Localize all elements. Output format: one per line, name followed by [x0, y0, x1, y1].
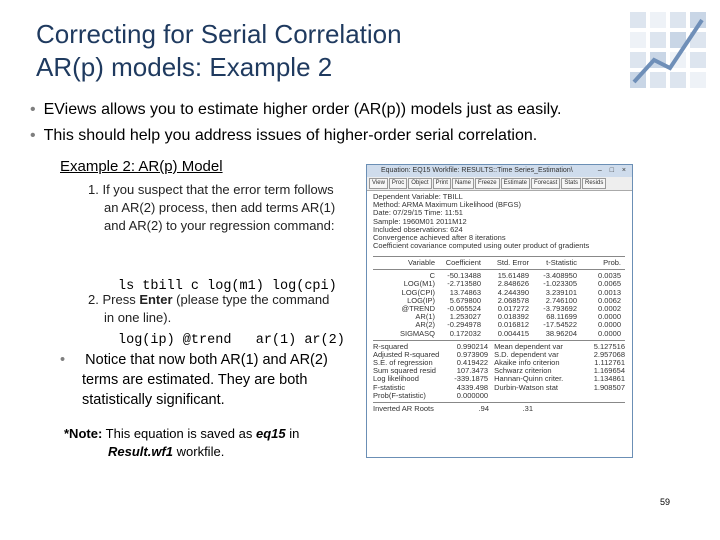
table-header-row: Variable Coefficient Std. Error t-Statistic Prob.	[408, 259, 621, 267]
eviews-toolbar	[367, 177, 632, 191]
table-row: AR(2) -0.294978 0.016812 -17.54522 0.0000	[415, 321, 621, 330]
toolbar-forecast-button[interactable]: Forecast	[531, 178, 560, 189]
toolbar-name-button[interactable]: Name	[452, 178, 474, 189]
window-titlebar: Equation: EQ15 Workfile: RESULTS::Time Series_Estimation\ – □ ×	[367, 165, 632, 177]
toolbar-print-button[interactable]: Print	[433, 178, 451, 189]
table-row: C -50.13488 15.61489 -3.408950 0.0035	[429, 272, 621, 281]
bullet-item: • EViews allows you to estimate higher order (AR(p)) models just as easily.	[30, 101, 562, 118]
table-row: LOG(IP) 5.679800 2.068578 2.746100 0.0062	[407, 296, 621, 305]
bullet-item: • This should help you address issues of higher-order serial correlation.	[30, 127, 538, 144]
stat-row: Prob(F-statistic) 0.000000	[373, 391, 489, 400]
eviews-equation-window	[366, 164, 633, 458]
toolbar-proc-button[interactable]: Proc	[389, 178, 407, 189]
stat-row: Log likelihood -339.1875 Hannan-Quinn criter. 1.134861	[373, 375, 625, 384]
estimation-header: Dependent Variable: TBILL Method: ARMA Maximum Likelihood (BFGS) Date: 07/29/15 Time: 11:51 Sample: 1960M01 2011M12 Included observations: 624 Convergence achieved after 8 iterations Coefficient covariance computed using outer product of gradients	[373, 192, 590, 251]
page-number: 59	[660, 497, 671, 507]
table-row: LOG(M1) -2.713580 2.848626 -1.023305 0.0065	[403, 280, 621, 289]
stat-row: F-statistic 4339.498 Durbin-Watson stat 1.908507	[373, 383, 625, 392]
stat-row: S.E. of regression 0.419422 Akaike info criterion 1.112761	[373, 359, 625, 368]
stat-row: R-squared 0.990214 Mean dependent var 5.127516	[373, 342, 625, 351]
command-code: ls tbill c log(m1) log(cpi) log(ip) @trend ar(1) ar(2)	[118, 279, 345, 348]
window-controls[interactable]: – □ ×	[597, 167, 629, 174]
slide-title	[36, 18, 402, 84]
table-row: AR(1) 1.253027 0.018392 68.11699 0.0000	[415, 313, 621, 322]
stat-row: Adjusted R-squared 0.973909 S.D. dependent var 2.957068	[373, 350, 625, 359]
chart-logo-icon	[630, 12, 706, 88]
table-row: @TREND -0.065524 0.017272 -3.793692 0.0002	[401, 304, 621, 313]
save-note: *Note: This equation is saved as eq15 in Result.wf1 workfile.	[64, 426, 300, 459]
title-line-2: AR(p) models: Example 2	[36, 52, 333, 82]
toolbar-object-button[interactable]: Object	[408, 178, 431, 189]
toolbar-estimate-button[interactable]: Estimate	[501, 178, 530, 189]
toolbar-view-button[interactable]: View	[369, 178, 388, 189]
table-row: SIGMASQ 0.172032 0.004415 38.96204 0.0000	[399, 329, 621, 338]
roots-row: Inverted AR Roots .94 .31	[373, 405, 533, 413]
toolbar-resids-button[interactable]: Resids	[582, 178, 606, 189]
title-line-1: Correcting for Serial Correlation	[36, 19, 402, 49]
toolbar-freeze-button[interactable]: Freeze	[475, 178, 500, 189]
table-row: LOG(CPI) 13.74863 4.244390 3.239101 0.0013	[401, 288, 621, 297]
step-1: 1. If you suspect that the error term follows an AR(2) process, then add terms AR(1) and AR(2) to your regression command:	[88, 182, 336, 233]
toolbar-stats-button[interactable]: Stats	[561, 178, 581, 189]
bullet-list	[30, 97, 561, 149]
example-heading: Example 2: AR(p) Model	[60, 158, 223, 175]
stat-row: Sum squared resid 107.3473 Schwarz criterion 1.169654	[373, 367, 625, 376]
step-2: 2. Press Enter (please type the command in one line).	[88, 292, 330, 325]
notice-bullet: • Notice that now both AR(1) and AR(2) terms are estimated. They are both statistically significant.	[60, 352, 328, 408]
coefficient-table	[373, 254, 625, 413]
